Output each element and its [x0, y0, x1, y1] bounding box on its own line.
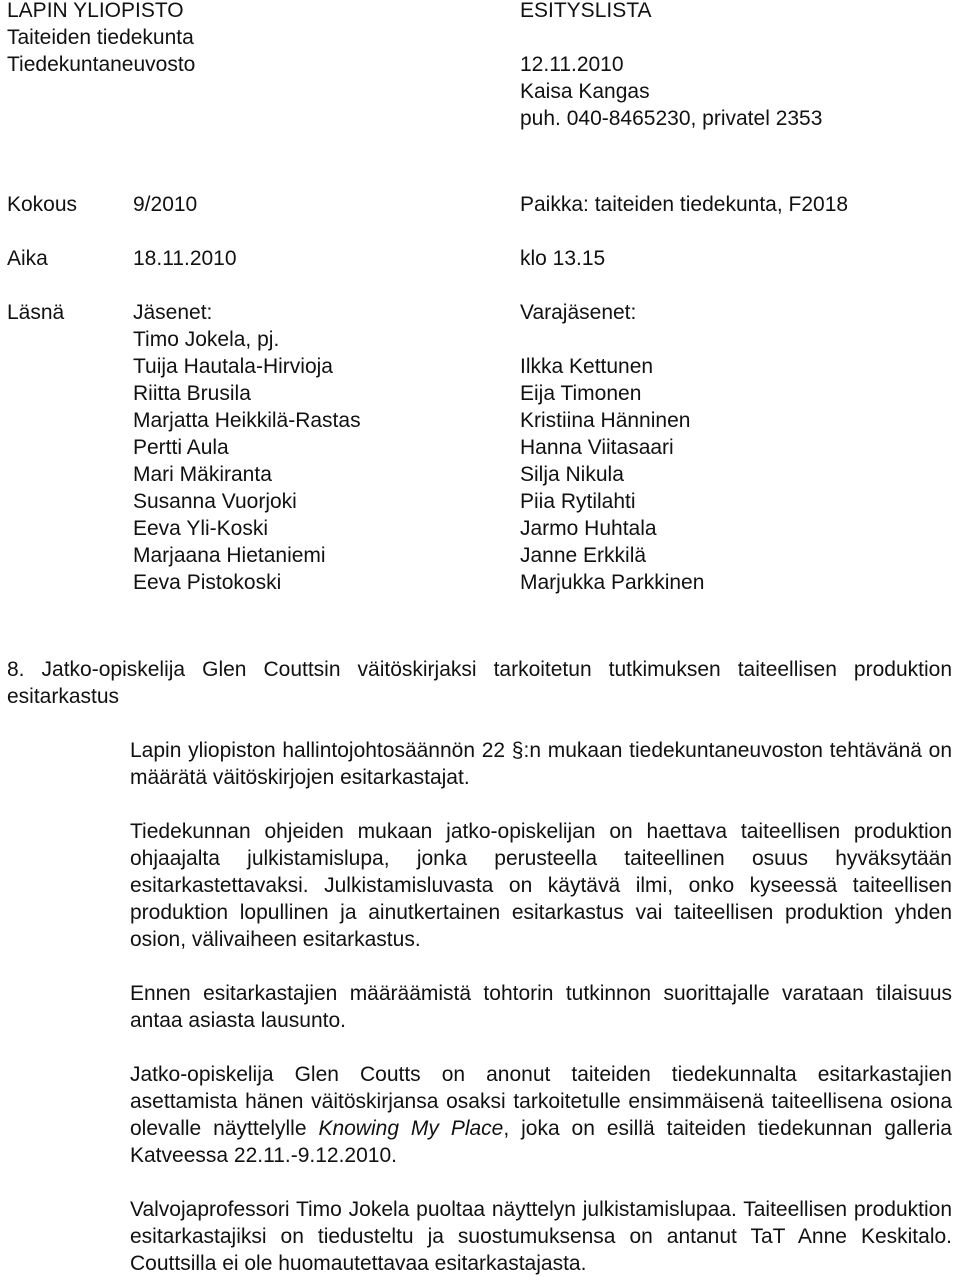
faculty-name: Taiteiden tiedekunta	[7, 26, 194, 49]
deputy-name: Janne Erkkilä	[520, 544, 647, 567]
members-heading: Jäsenet:	[133, 301, 213, 324]
contact-phone: puh. 040-8465230, privatel 2353	[520, 107, 823, 130]
member-name: Eeva Pistokoski	[133, 571, 282, 594]
deputy-name: Ilkka Kettunen	[520, 355, 654, 378]
member-name: Eeva Yli-Koski	[133, 517, 269, 540]
meeting-label: Kokous	[7, 193, 78, 216]
deputy-name: Piia Rytilahti	[520, 490, 636, 513]
meeting-time: klo 13.15	[520, 247, 606, 270]
paragraph: Tiedekunnan ohjeiden mukaan jatko-opiskelijan on haettava taiteellisen produktion ohjaajalta julkistamislupa, jonka perusteella taiteellinen osuus hyväksytään esitarkastettavaksi. Julkistamisluvasta on käytävä ilmi, onko kyseessä taiteellisen produktion lopullinen ja ainutkertainen esitarkastus vai taiteellisen produktion yhden osion, välivaiheen esitarkastus.	[130, 820, 952, 951]
council-name: Tiedekuntaneuvosto	[7, 53, 196, 76]
deputy-name: Eija Timonen	[520, 382, 642, 405]
members-list	[133, 326, 361, 596]
deputies-heading: Varajäsenet:	[520, 301, 637, 324]
meeting-number: 9/2010	[133, 193, 198, 216]
member-name: Susanna Vuorjoki	[133, 490, 297, 513]
member-name: Mari Mäkiranta	[133, 463, 272, 486]
document-type: ESITYSLISTA	[520, 0, 652, 22]
document-date: 12.11.2010	[520, 53, 624, 76]
time-label: Aika	[7, 247, 48, 270]
paragraph-text: , joka on esillä taiteiden tiedekunnan galleria Katveessa 22.11.-9.12.2010.	[130, 1117, 952, 1167]
university-name: LAPIN YLIOPISTO	[7, 0, 184, 22]
deputy-name: Jarmo Huhtala	[520, 517, 657, 540]
meeting-date: 18.11.2010	[133, 247, 237, 270]
member-name: Riitta Brusila	[133, 382, 251, 405]
exhibition-title: Knowing My Place	[318, 1117, 504, 1140]
deputy-name: Kristiina Hänninen	[520, 409, 691, 432]
deputy-name: Silja Nikula	[520, 463, 624, 486]
meeting-place: Paikka: taiteiden tiedekunta, F2018	[520, 193, 849, 216]
deputy-name: Hanna Viitasaari	[520, 436, 674, 459]
member-name: Tuija Hautala-Hirvioja	[133, 355, 333, 378]
member-name: Marjatta Heikkilä-Rastas	[133, 409, 361, 432]
deputies-list	[520, 353, 704, 596]
paragraph: Ennen esitarkastajien määräämistä tohtorin tutkinnon suorittajalle varataan tilaisuus antaa asiasta lausunto.	[130, 982, 952, 1032]
contact-name: Kaisa Kangas	[520, 80, 650, 103]
paragraph: Valvojaprofessori Timo Jokela puoltaa näyttelyn julkistamislupaa. Taiteellisen produktion esitarkastajiksi on tiedusteltu ja suostumuksensa on antanut TaT Anne Keskitalo. Couttsilla ei ole huomautettavaa esitarkastajasta.	[130, 1198, 952, 1275]
deputy-name: Marjukka Parkkinen	[520, 571, 705, 594]
paragraph: Lapin yliopiston hallintojohtosäännön 22 §:n mukaan tiedekuntaneuvoston tehtävänä on määrätä väitöskirjojen esitarkastajat.	[130, 739, 952, 789]
member-name: Pertti Aula	[133, 436, 229, 459]
member-name: Timo Jokela, pj.	[133, 328, 280, 351]
paragraph	[130, 1061, 952, 1169]
agenda-item-heading: 8. Jatko-opiskelija Glen Couttsin väitöskirjaksi tarkoitetun tutkimuksen taiteellisen produktion esitarkastus	[7, 658, 952, 708]
paragraph-text: Jatko-opiskelija Glen Coutts on anonut taiteiden tiedekunnalta esitarkastajien asettamista hänen väitöskirjansa osaksi tarkoitetulle ensimmäisenä taiteellisena osiona olevalle näyttelylle	[130, 1063, 952, 1140]
member-name: Marjaana Hietaniemi	[133, 544, 326, 567]
present-label: Läsnä	[7, 301, 65, 324]
